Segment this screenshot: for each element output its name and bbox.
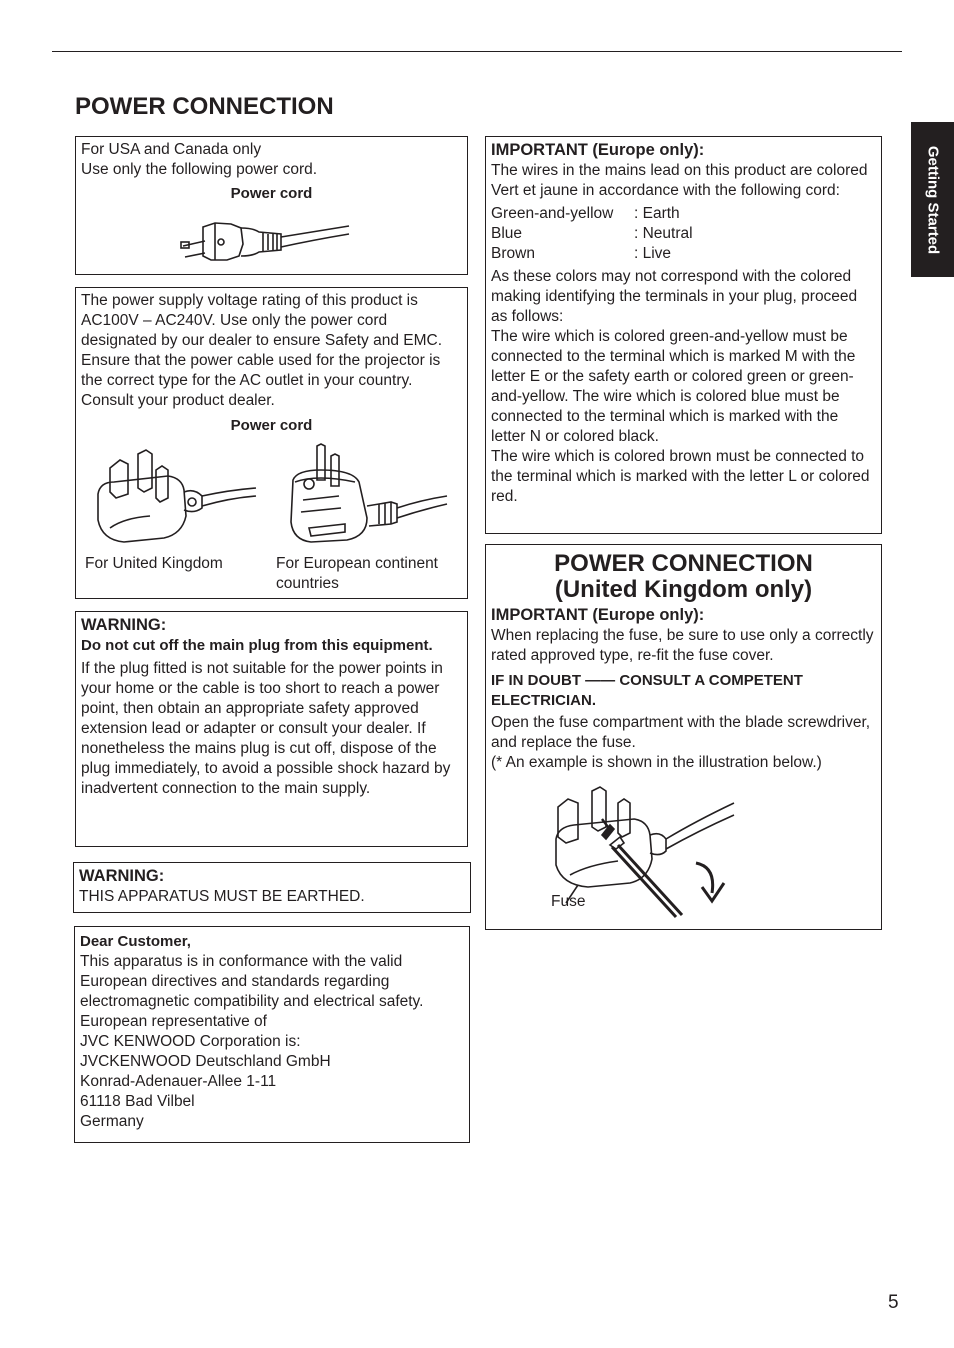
uk-title-line1: POWER CONNECTION — [554, 550, 813, 577]
customer-line: JVC KENWOOD Corporation is: — [80, 1033, 301, 1050]
table-row — [491, 204, 693, 224]
wire-color: Brown — [491, 245, 535, 262]
uk-text2: Open the fuse compartment with the blade screwdriver, and replace the fuse. — [491, 714, 871, 751]
uk-heading: IMPORTANT (Europe only): — [491, 606, 705, 624]
warning2-text: THIS APPARATUS MUST BE EARTHED. — [79, 888, 365, 905]
page-title: POWER CONNECTION — [75, 93, 334, 120]
wire-meaning: : Neutral — [634, 225, 693, 242]
europe-para3: The wire which is colored brown must be connected to the terminal which is marked with the letter L or colored red. — [491, 448, 870, 505]
warning-plug-box — [75, 611, 468, 847]
usa-canada-box — [75, 136, 468, 275]
usa-line1: For USA and Canada only — [81, 141, 262, 158]
usa-cord-label: Power cord — [230, 185, 313, 202]
europe-para1: As these colors may not correspond with the colored making identifying the terminals in your plug, proceed as follows: — [491, 268, 858, 325]
wire-meaning: : Live — [634, 245, 672, 262]
caption-uk: For United Kingdom — [85, 555, 223, 572]
uk-doubt: IF IN DOUBT —— CONSULT A COMPETENT ELECTRICIAN. — [491, 672, 803, 709]
wire-color: Blue — [491, 225, 523, 242]
top-rule — [52, 51, 902, 52]
europe-para2: The wire which is colored green-and-yellow must be connected to the terminal which is marked M with the letter E or the safety earth or colored green or green-and-yellow. The wire which is colored blue must be connected to the terminal which is marked with the letter N or colored black. — [491, 328, 856, 445]
uk-text1: When replacing the fuse, be sure to use only a correctly rated approved type, re-fit the fuse cover. — [491, 627, 874, 664]
eu-plug-icon — [281, 440, 451, 548]
warning1-text: If the plug fitted is not suitable for the power points in your home or the cable is too short to reach a power point, then obtain an appropriate safety approved extension lead or adapter or consult your dealer. If nonetheless the mains plug is cut off, dispose of the plug immediately, to avoid a possible shock hazard by inadvertent connection to the main supply. — [81, 660, 451, 797]
customer-line: 61118 Bad Vilbel — [80, 1093, 195, 1110]
warning1-heading: WARNING: — [81, 616, 167, 634]
table-row — [491, 244, 693, 264]
section-tab-label: Getting Started — [924, 145, 941, 254]
customer-line: This apparatus is in conformance with the valid — [80, 953, 403, 970]
fuse-label: Fuse — [551, 893, 586, 910]
us-plug-icon — [81, 204, 462, 264]
customer-line: Germany — [80, 1113, 144, 1130]
customer-line: electromagnetic compatibility and electrical safety. — [80, 993, 424, 1010]
customer-line: JVCKENWOOD Deutschland GmbH — [80, 1053, 331, 1070]
customer-line: European representative of — [80, 1013, 267, 1030]
rating-text: The power supply voltage rating of this product is AC100V – AC240V. Use only the power cord designated by our dealer to ensure Safety and EMC. Ensure that the power cable used for the projector is the correct type for the AC outlet in your country. Consult your product dealer. — [81, 292, 443, 409]
dear-customer-box — [74, 926, 470, 1143]
customer-line: Konrad-Adenauer-Allee 1-11 — [80, 1073, 277, 1090]
uk-power-box — [485, 544, 882, 930]
warning-earthed-box — [73, 862, 471, 913]
uk-box-title — [491, 551, 876, 603]
caption-eu: For European continent countries — [276, 555, 438, 592]
europe-wires-box — [485, 136, 882, 534]
customer-heading: Dear Customer, — [80, 933, 191, 950]
europe-intro: The wires in the mains lead on this product are colored Vert et jaune in accordance with the following cord: — [491, 162, 868, 199]
voltage-rating-box — [75, 287, 468, 599]
europe-heading: IMPORTANT (Europe only): — [491, 141, 705, 159]
usa-line2: Use only the following power cord. — [81, 161, 318, 178]
wire-color: Green-and-yellow — [491, 205, 614, 222]
uk-title-line2: (United Kingdom only) — [554, 576, 813, 603]
uk-note: (* An example is shown in the illustration below.) — [491, 754, 822, 771]
warning2-heading: WARNING: — [79, 867, 165, 885]
section-tab — [911, 122, 954, 277]
uk-plug-icon — [90, 446, 260, 546]
table-row — [491, 224, 693, 244]
wire-meaning: : Earth — [634, 205, 680, 222]
warning1-subheading: Do not cut off the main plug from this equipment. — [81, 637, 433, 654]
wire-color-table — [491, 204, 693, 264]
rating-cord-label: Power cord — [230, 417, 313, 434]
page-number: 5 — [888, 1292, 899, 1313]
customer-line: European directives and standards regarding — [80, 973, 390, 990]
